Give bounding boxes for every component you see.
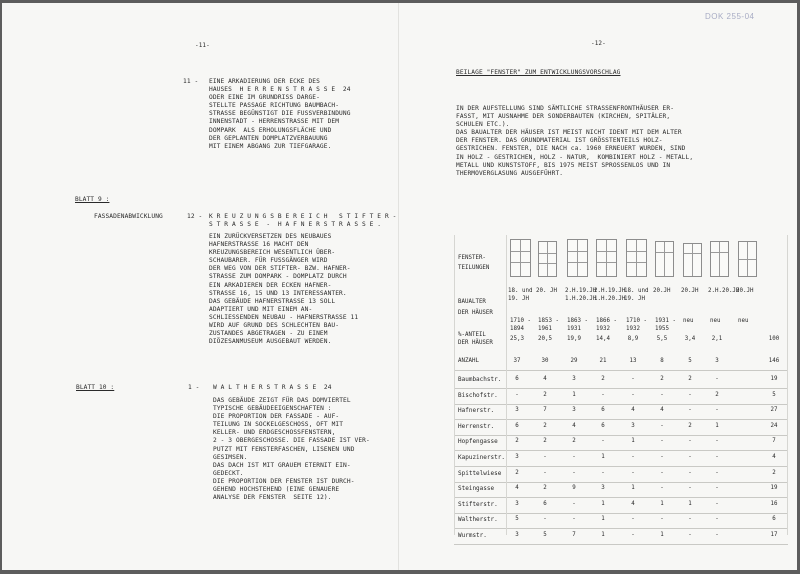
year-range-cell: 1710 - 1894: [510, 318, 531, 332]
street-value-cell: 6: [515, 422, 519, 429]
street-value-cell: 24: [770, 422, 778, 429]
street-value-cell: 19: [770, 485, 778, 492]
street-value-cell: 6: [601, 407, 605, 414]
share-cell: 19,9: [567, 336, 581, 342]
archive-stamp: DOK 255-04: [705, 12, 755, 21]
count-cell: 29: [570, 358, 578, 364]
street-value-cell: -: [715, 376, 719, 382]
street-value-cell: -: [688, 391, 692, 398]
street-value-cell: -: [688, 485, 692, 492]
street-value-cell: -: [688, 438, 692, 445]
row-divider: [454, 482, 788, 483]
street-value-cell: 4: [660, 407, 664, 414]
street-value-cell: 2: [660, 376, 664, 382]
street-name: Steingasse: [458, 485, 495, 493]
blatt-9-text: EIN ZURÜCKVERSETZEN DES NEUBAUES HAFNERSTRASSE 16 MACHT DEN KREUZUNGSBEREICH WESENTLICH ÜBER- SCHAUBARER. FÜR FUSSGÄNGER WIRD DER WEG VON DER STIFTER- BZW. HAFNER- STRASSE ZUM DOMPARK - DOMPLATZ DURCH EIN ARKADIEREN DER ECKEN HAFNER- STRASSE 16, 15 UND 13 INTERESSANTER. DAS GEBÄUDE HAFNERSTRASSE 13 SOLL ADAPTIERT UND MIT EINEM AN- SCHLIESSENDEN NEUBAU - HAFNERSTRASSE 11 WIRD AUF GRUND DES SCHLECHTEN BAU- ZUSTANDES ABGETRAGEN - ZU EINEM DIÖZESANMUSEUM AUSGEBAUT WERDEN.: [209, 233, 359, 346]
street-value-cell: -: [572, 469, 576, 476]
column-divider: [787, 235, 788, 535]
window-type-3-drawing: [567, 239, 588, 277]
street-value-cell: 3: [631, 422, 635, 429]
street-value-cell: 27: [770, 407, 778, 414]
age-header-cell: 20.JH: [653, 288, 671, 294]
left-page-number: -11-: [195, 42, 210, 49]
street-value-cell: -: [660, 516, 664, 523]
street-value-cell: 2: [688, 376, 692, 382]
blatt-10-heading: BLATT 10 :: [76, 384, 115, 391]
blatt-10-title: W A L T H E R S T R A S S E 24: [213, 384, 332, 391]
street-value-cell: -: [572, 500, 576, 507]
label-share-percent: %-ANTEIL DER HÄUSER: [458, 332, 493, 346]
year-range-cell: neu: [683, 318, 694, 324]
street-value-cell: -: [631, 376, 635, 382]
row-divider: [454, 513, 788, 514]
street-value-cell: 6: [515, 376, 519, 382]
street-value-cell: -: [543, 516, 547, 523]
street-value-cell: 1: [601, 532, 605, 538]
window-type-2-drawing: [538, 241, 557, 277]
street-value-cell: -: [660, 469, 664, 476]
document-sheet: [2, 3, 797, 570]
street-value-cell: 19: [770, 376, 778, 382]
street-value-cell: 3: [515, 532, 519, 538]
column-divider: [506, 235, 507, 535]
street-value-cell: 6: [772, 516, 776, 523]
item-11-number: 11 -: [183, 78, 199, 85]
street-value-cell: -: [688, 407, 692, 414]
age-header-cell: 20. JH: [536, 288, 557, 294]
street-value-cell: -: [631, 532, 635, 538]
street-value-cell: -: [631, 454, 635, 460]
share-cell: 2,1: [711, 336, 723, 342]
street-value-cell: 6: [601, 422, 605, 429]
street-value-cell: 2: [572, 438, 576, 445]
street-value-cell: 1: [601, 516, 605, 523]
street-value-cell: -: [543, 454, 547, 460]
street-value-cell: 1: [660, 532, 664, 538]
street-name: Stifterstr.: [458, 500, 498, 508]
count-cell: 37: [513, 358, 521, 364]
street-value-cell: -: [601, 391, 605, 398]
street-value-cell: 2: [515, 469, 519, 476]
street-value-cell: -: [715, 485, 719, 492]
street-value-cell: 1: [688, 500, 692, 507]
street-value-cell: -: [715, 438, 719, 445]
street-value-cell: 4: [515, 485, 519, 492]
window-type-4-drawing: [596, 239, 617, 277]
street-name: Herrenstr.: [458, 422, 495, 430]
street-value-cell: -: [572, 516, 576, 523]
share-cell: 3,4: [684, 336, 696, 342]
street-value-cell: -: [601, 469, 605, 476]
count-cell: 5: [688, 358, 692, 364]
street-value-cell: 2: [543, 422, 547, 429]
street-value-cell: 4: [631, 500, 635, 507]
window-type-9-drawing: [738, 241, 757, 277]
street-value-cell: 5: [515, 516, 519, 523]
share-cell: 5,5: [656, 336, 668, 342]
street-name: Waltherstr.: [458, 516, 498, 524]
street-name: Hopfengasse: [458, 438, 498, 446]
street-value-cell: 2: [515, 438, 519, 445]
street-value-cell: 7: [572, 532, 576, 538]
street-value-cell: 17: [770, 532, 778, 538]
year-range-cell: neu: [710, 318, 721, 324]
street-value-cell: 7: [543, 407, 547, 414]
street-value-cell: 2: [543, 485, 547, 492]
street-value-cell: 2: [543, 391, 547, 398]
row-divider: [454, 419, 788, 420]
row-divider: [454, 497, 788, 498]
street-value-cell: -: [660, 454, 664, 460]
label-window-divisions: FENSTER- TEILUNGEN: [458, 255, 490, 271]
street-value-cell: 3: [572, 407, 576, 414]
street-value-cell: 4: [572, 422, 576, 429]
age-header-cell: 2.H.20.JH: [708, 288, 740, 294]
street-value-cell: 1: [601, 454, 605, 460]
street-value-cell: 5: [543, 532, 547, 538]
share-cell: 20,5: [538, 336, 552, 342]
street-value-cell: 9: [572, 485, 576, 492]
street-value-cell: 4: [543, 376, 547, 382]
street-value-cell: -: [688, 469, 692, 476]
street-value-cell: -: [660, 391, 664, 398]
street-value-cell: -: [715, 516, 719, 523]
blatt-9-label: FASSADENABWICKLUNG: [94, 213, 163, 220]
street-value-cell: -: [660, 422, 664, 429]
street-value-cell: -: [715, 532, 719, 538]
window-type-7-drawing: [683, 243, 702, 277]
street-value-cell: -: [715, 469, 719, 476]
street-value-cell: 4: [631, 407, 635, 414]
count-cell: 8: [660, 358, 664, 364]
street-value-cell: 2: [543, 438, 547, 445]
street-value-cell: 3: [515, 407, 519, 414]
share-cell: 14,4: [596, 336, 610, 342]
blatt-9-title: K R E U Z U N G S B E R E I C H S T I F T E R - S T R A S S E - H A F N E R S T R A S S E .: [209, 213, 397, 229]
row-divider: [454, 388, 788, 389]
count-cell: 3: [715, 358, 719, 364]
street-value-cell: 1: [601, 500, 605, 507]
street-value-cell: -: [572, 454, 576, 460]
row-divider: [454, 544, 788, 545]
street-name: Baumbachstr.: [458, 376, 502, 383]
year-range-cell: 1710 - 1932: [626, 318, 647, 332]
street-value-cell: 2: [715, 391, 719, 398]
street-name: Spittelwiese: [458, 469, 502, 477]
blatt-10-text: DAS GEBÄUDE ZEIGT FÜR DAS DOMVIERTEL TYPISCHE GEBÄUDEEIGENSCHAFTEN : DIE PROPORTION DER FASSADE - AUF- TEILUNG IN SOCKELGESCHOSS, OFT MIT KELLER- UND ERDGESCHOSSFENSTERN, 2 - 3 OBERGESCHOSSE. DIE FASSADE IST VER- PUTZT MIT FENSTERFASCHEN, LISENEN UND GESIMSEN. DAS DACH IST MIT GRAUEM ETERNIT EIN- GEDECKT. DIE PROPORTION DER FENSTER IST DURCH- GEHEND HOCHSTEHEND (EINE GENAUERE ANALYSE DER FENSTER SEITE 12).: [213, 397, 370, 502]
street-value-cell: 3: [515, 500, 519, 507]
right-page-heading: BEILAGE "FENSTER" ZUM ENTWICKLUNGSVORSCHLAG: [456, 69, 621, 76]
age-header-cell: 18. und 19. JH: [624, 288, 649, 302]
street-value-cell: -: [715, 454, 719, 460]
share-cell: 8,9: [627, 336, 639, 342]
street-value-cell: 1: [715, 422, 719, 429]
window-type-8-drawing: [710, 241, 729, 277]
row-divider: [454, 435, 788, 436]
count-cell: 13: [629, 358, 637, 364]
age-header-cell: 18. und 19. JH: [508, 288, 533, 302]
street-value-cell: 1: [572, 391, 576, 398]
street-name: Kapuzinerstr.: [458, 454, 505, 461]
age-header-cell: 2.H.19.JH 1.H.20.JH: [594, 288, 626, 302]
street-value-cell: -: [543, 469, 547, 476]
street-value-cell: -: [688, 516, 692, 523]
window-type-6-drawing: [655, 241, 674, 277]
street-value-cell: -: [715, 407, 719, 414]
street-value-cell: -: [715, 500, 719, 507]
window-type-5-drawing: [626, 239, 647, 277]
row-divider: [454, 404, 788, 405]
street-name: Hafnerstr.: [458, 407, 495, 415]
street-value-cell: -: [688, 454, 692, 460]
count-cell: 30: [541, 358, 549, 364]
street-value-cell: 3: [601, 485, 605, 492]
year-range-cell: 1863 - 1931: [567, 318, 588, 332]
street-value-cell: 3: [572, 376, 576, 382]
row-divider: [454, 466, 788, 467]
street-value-cell: -: [631, 469, 635, 476]
page-fold: [398, 3, 399, 570]
street-value-cell: -: [515, 391, 519, 398]
street-name: Wurmstr.: [458, 532, 487, 539]
street-value-cell: -: [631, 391, 635, 398]
intro-paragraph: IN DER AUFSTELLUNG SIND SÄMTLICHE STRASSENFRONTHÄUSER ER- FASST, MIT AUSNAHME DER SONDERBAUTEN (KIRCHEN, SPITÄLER, SCHULEN ETC.). DAS BAUALTER DER HÄUSER IST MEIST NICHT IDENT MIT DEM ALTER DER FENSTER. DAS GRUNDMATERIAL IST GRÖSSTENTEILS HOLZ- GESTRICHEN. FENSTER, DIE NACH ca. 1960 ERNEUERT WURDEN, SIND IN HOLZ - GESTRICHEN, HOLZ - NATUR, KOMBINIERT HOLZ - METALL, METALL UND KUNSTSTOFF, BIS 1975 MEIST SPROSSENLOS UND IN THERMOVERGLASUNG AUSGEFÜHRT.: [456, 105, 694, 177]
street-value-cell: -: [688, 532, 692, 538]
street-value-cell: 2: [688, 422, 692, 429]
share-cell: 25,3: [510, 336, 524, 342]
right-page-number: -12-: [591, 40, 606, 47]
blatt-10-number: 1 -: [188, 384, 200, 391]
street-value-cell: -: [660, 438, 664, 445]
street-value-cell: 16: [770, 500, 778, 507]
street-value-cell: 6: [543, 500, 547, 507]
street-value-cell: 5: [772, 391, 776, 398]
street-value-cell: 4: [772, 454, 776, 460]
street-value-cell: 3: [515, 454, 519, 460]
street-value-cell: -: [631, 516, 635, 523]
street-value-cell: 7: [772, 438, 776, 445]
street-value-cell: -: [601, 438, 605, 445]
street-value-cell: 1: [660, 500, 664, 507]
age-header-cell: 20.JH: [681, 288, 699, 294]
age-header-cell: 2.H.19.JH 1.H.20.JH: [565, 288, 597, 302]
label-count: ANZAHL: [458, 358, 479, 364]
count-cell: 146: [768, 358, 780, 364]
street-value-cell: 1: [631, 485, 635, 492]
street-value-cell: 2: [601, 376, 605, 382]
street-value-cell: 1: [631, 438, 635, 445]
item-11-text: EINE ARKADIERUNG DER ECKE DES HAUSES H E R R E N S T R A S S E 24 ODER EINE IM GRUNDRISS DARGE- STELLTE PASSAGE RICHTUNG BAUMBACH- STRASSE BEGÜNSTIGT DIE FUSSVERBINDUNG INNENSTADT - HERRENSTRASSE MIT DEM DOMPARK ALS ERHOLUNGSFLÄCHE UND DER GEPLANTEN DOMPLATZVERBAUUNG MIT EINEM ABGANG ZUR TIEFGARAGE.: [209, 78, 351, 150]
year-range-cell: 1853 - 1961: [538, 318, 559, 332]
blatt-9-number: 12 -: [187, 213, 203, 220]
share-cell: 100: [768, 336, 780, 342]
street-name: Bischofstr.: [458, 391, 498, 399]
year-range-cell: 1931 - 1955: [655, 318, 676, 332]
row-divider: [454, 450, 788, 451]
age-header-cell: 20.JH: [736, 288, 754, 294]
year-range-cell: 1866 - 1932: [596, 318, 617, 332]
street-value-cell: 2: [772, 469, 776, 476]
street-value-cell: -: [660, 485, 664, 492]
blatt-9-heading: BLATT 9 :: [75, 196, 110, 203]
window-type-1-drawing: [510, 239, 531, 277]
column-divider: [454, 235, 455, 535]
count-cell: 21: [599, 358, 607, 364]
table-rule: [454, 370, 788, 371]
label-building-age: BAUALTER DER HÄUSER: [458, 299, 493, 316]
row-divider: [454, 528, 788, 529]
year-range-cell: neu: [738, 318, 749, 324]
